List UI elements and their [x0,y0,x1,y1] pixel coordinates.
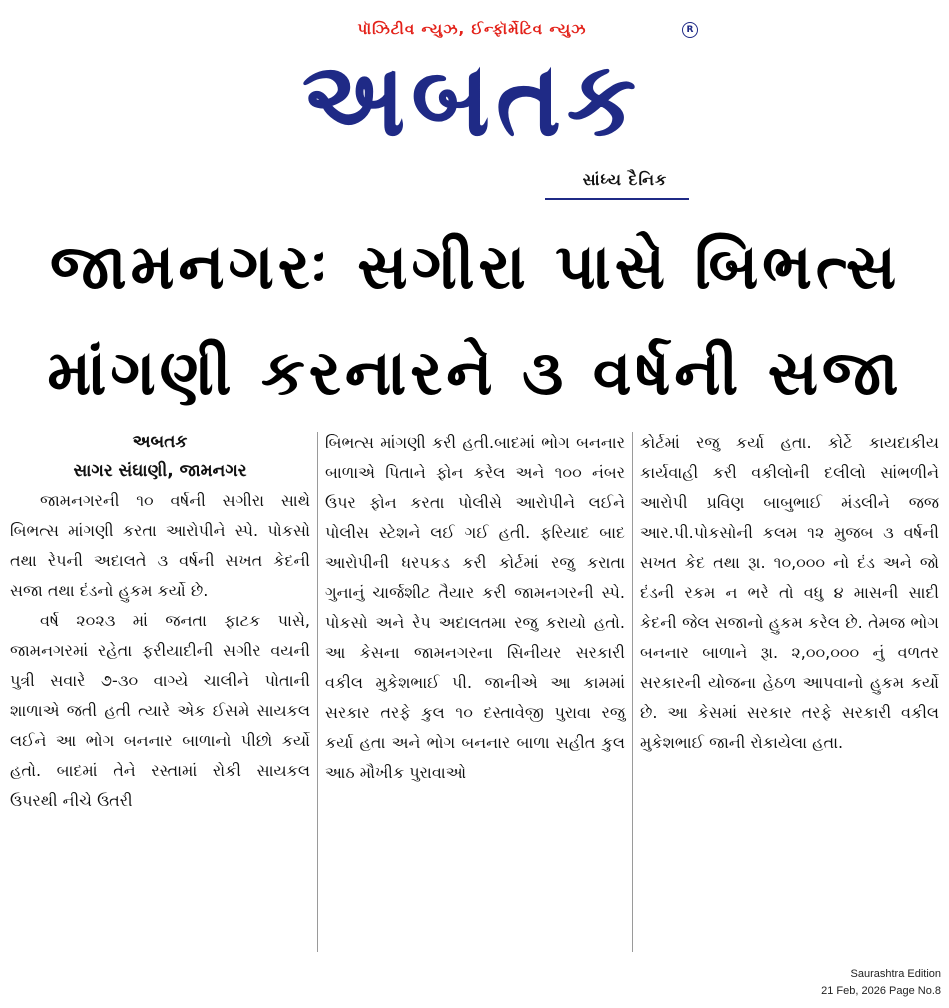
article-paragraph-1: જામનગરની ૧૦ વર્ષની સગીરા સાથે બિભત્સ માંગણી કરતા આરોપીને સ્પે. પોકસો તથા રેપની અદાલતે ૩ વર્ષની સખત કેદની સજા તથા દંડનો હુકમ કર્યો છે. [10,491,310,600]
article-column-3 [640,428,939,758]
registered-trademark-icon: R [682,22,698,38]
article-paragraph-2: વર્ષ ૨૦૨૩ માં જનતા ફાટક પાસે, જામનગરમાં રહેતા ફરીયાદીની સગીર વયની પુત્રી સવારે ૭-૩૦ વાગ્યે ચાલીને પોતાની શાળાએ જતી હતી ત્યારે એક ઈસમે સાયકલ લઈને આ ભોગ બનનાર બાળાનો પીછો કર્યો હતો. બાદમાં તેને રસ્તામાં રોકી સાયકલ ઉપરથી નીચે ઉતરી [10,611,310,810]
article-column-1 [10,428,310,816]
edition-info [821,966,941,1000]
headline-line-1: જામનગરઃ સગીરા પાસે બિભત્સ [49,230,901,303]
masthead-rule [545,198,689,200]
article-paragraph-4: કોર્ટમાં રજુ કર્યા હતા. કોર્ટે કાયદાકીય કાર્યવાહી કરી વકીલોની દલીલો સાંભળીને આરોપી પ્રવિણ બાબુભાઈ મંડલીને જજ આર.પી.પોકસોની કલમ ૧૨ મુજબ ૩ વર્ષની સખત કેદ તથા રૂા. ૧૦,૦૦૦ નો દંડ અને જો દંડની રકમ ન ભરે તો વધુ ૪ માસની સાદી કેદની જેલ સજાનો હુકમ કરેલ છે. તેમજ ભોગ બનનાર બાળાને રૂા. ૨,૦૦,૦૦૦ નું વળતર સરકારની યોજના હેઠળ આપવાનો હુકમ કર્યો છે. આ કેસમાં સરકાર તરફે સરકારી વકીલ મુકેશભાઈ જાની રોકાયેલા હતા. [640,433,939,752]
headline-line-2: માંગણી કરનારને ૩ વર્ષની સજા [47,336,903,409]
masthead-tagline: પૉઝિટીવ ન્યુઝ, ઈન્ફૉર્મેટિવ ન્યુઝ [357,20,587,38]
article-paragraph-3: બિભત્સ માંગણી કરી હતી.બાદમાં ભોગ બનનાર બાળાએ પિતાને ફોન કરેલ અને ૧૦૦ નંબર ઉપર ફોન કરતા પોલીસે આરોપીને લઈને પોલીસ સ્ટેશને લઈ ગઈ હતી. ફરિયાદ બાદ આરોપીની ધરપકડ કરી કોર્ટમાં રજુ કરાતા ગુનાનું ચાર્જશીટ તૈયાર કરી જામનગરની સ્પે. પોકસો અને રેપ અદાલતમા રજુ કરાયો હતો. આ કેસના જામનગરના સિનીયર સરકારી વકીલ મુકેશભાઈ પી. જાનીએ આ કામમાં સરકાર તરફે કુલ ૧૦ દસ્તાવેજી પુરાવા રજુ કર્યા હતા અને ભોગ બનનાર બાળા સહીત કુલ આઠ મૌખીક પુરાવાઓ [325,433,625,782]
column-divider [632,432,633,952]
column-divider [317,432,318,952]
article-source: અબતક [132,432,188,452]
masthead [0,0,949,210]
edition-name: Saurashtra Edition [850,968,941,980]
edition-date-page: 21 Feb, 2026 Page No.8 [821,985,941,997]
masthead-subtitle: સાંધ્ય દૈનિક [582,170,668,189]
newspaper-logo: અબતક [301,40,643,160]
article-byline: સાગર સંઘાણી, જામનગર [73,461,247,481]
article-column-2 [325,428,625,788]
